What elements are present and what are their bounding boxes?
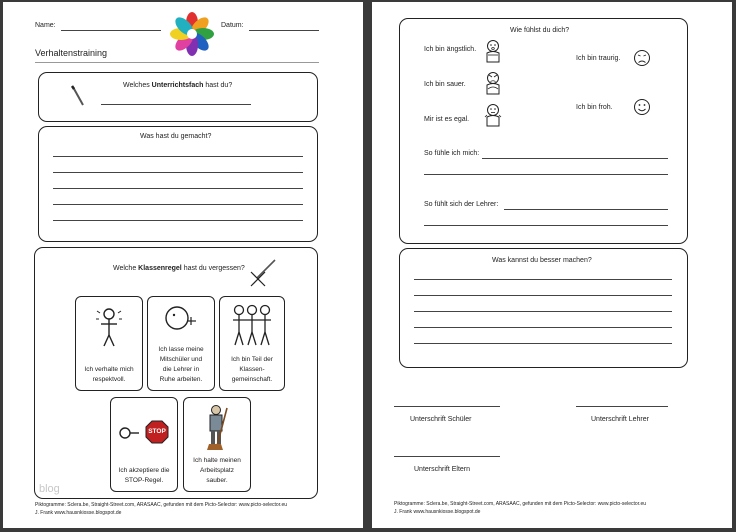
footer-author: J. Frank www.hausnkiosse.blogspot.de	[394, 509, 481, 515]
teacher-signature-label: Unterschrift Lehrer	[591, 416, 649, 423]
subject-box	[38, 72, 318, 122]
name-line	[61, 30, 161, 31]
self-feeling-line[interactable]	[424, 174, 668, 175]
self-feeling-label: So fühle ich mich:	[424, 150, 480, 157]
feeling-sad: Ich bin traurig.	[576, 55, 621, 62]
improve-line[interactable]	[414, 311, 672, 312]
pencil-icon	[71, 85, 85, 107]
rule-card-label: Ich bin Teil der Klassen- gemeinschaft.	[231, 356, 273, 383]
title-underline	[35, 62, 319, 63]
parents-signature-label: Unterschrift Eltern	[414, 466, 471, 473]
teacher-feeling-line[interactable]	[424, 225, 668, 226]
quiet-face-icon	[164, 305, 198, 333]
rule-card-label: Ich halte meinen Arbeitsplatz sauber.	[193, 457, 241, 484]
sweeping-person-icon	[201, 404, 233, 450]
rule-card-label: Ich verhalte mich respektvoll.	[84, 366, 134, 383]
improve-line[interactable]	[414, 295, 672, 296]
rule-card-stop[interactable]	[110, 397, 178, 492]
student-signature-line[interactable]	[394, 406, 500, 407]
subject-question: Welches Unterrichtsfach hast du?	[123, 82, 233, 89]
date-label: Datum:	[221, 22, 244, 29]
improve-question: Was kannst du besser machen?	[492, 257, 592, 264]
subject-answer-line[interactable]	[101, 104, 251, 105]
stop-sign-text: STOP	[148, 428, 166, 435]
feelings-box	[399, 18, 688, 244]
name-label: Name:	[35, 22, 56, 29]
happy-face-icon	[633, 98, 651, 116]
worksheet-page-2	[372, 2, 732, 528]
rule-card-quiet[interactable]	[147, 296, 215, 391]
worksheet-page-1	[3, 2, 363, 528]
activity-question: Was hast du gemacht?	[140, 133, 212, 140]
rule-card-label: Ich lasse meine Mitschüler und die Lehrer in Ruhe arbeiten.	[158, 346, 204, 383]
forgot-pencil-icon	[249, 258, 277, 288]
self-feeling-line[interactable]	[482, 158, 668, 159]
rule-card-label: Ich akzeptiere die STOP-Regel.	[118, 467, 170, 484]
group-of-people-icon	[230, 304, 274, 346]
teacher-feeling-line[interactable]	[504, 209, 668, 210]
date-line	[249, 30, 319, 31]
teacher-feeling-label: So fühlt sich der Lehrer:	[424, 201, 499, 208]
answer-line[interactable]	[53, 204, 303, 205]
improve-line[interactable]	[414, 343, 672, 344]
footer-author: J. Frank www.hausnkiosse.blogspot.de	[35, 510, 122, 516]
teacher-signature-line[interactable]	[576, 406, 668, 407]
answer-line[interactable]	[53, 172, 303, 173]
answer-line[interactable]	[53, 156, 303, 157]
footer-credits: Piktogramme: Sclera.be, Straight-Street.com, ARASAAC, gefunden mit dem Picto-Selector: www.picto-selector.eu	[394, 501, 647, 507]
rule-card-clean[interactable]	[183, 397, 251, 492]
angry-face-icon	[484, 71, 502, 95]
scared-face-icon	[484, 39, 502, 63]
answer-line[interactable]	[53, 220, 303, 221]
activity-box	[38, 126, 318, 242]
rule-question: Welche Klassenregel hast du vergessen?	[113, 265, 245, 272]
hands-logo	[165, 12, 219, 56]
page-title: Verhaltenstraining	[35, 48, 108, 58]
rule-card-respect[interactable]	[75, 296, 143, 391]
feeling-happy: Ich bin froh.	[576, 104, 613, 111]
rule-card-community[interactable]	[219, 296, 285, 391]
answer-line[interactable]	[53, 188, 303, 189]
improve-box	[399, 248, 688, 368]
sad-face-icon	[633, 49, 651, 67]
improve-line[interactable]	[414, 279, 672, 280]
feelings-question: Wie fühlst du dich?	[510, 27, 570, 34]
class-rule-box	[34, 247, 318, 499]
feeling-indifferent: Mir ist es egal.	[424, 116, 470, 123]
parents-signature-line[interactable]	[394, 456, 500, 457]
indifferent-face-icon	[484, 103, 502, 127]
student-signature-label: Unterschrift Schüler	[410, 416, 472, 423]
improve-line[interactable]	[414, 327, 672, 328]
feeling-angry: Ich bin sauer.	[424, 81, 466, 88]
stop-hand-icon	[119, 424, 139, 442]
footer-credits: Piktogramme: Sclera.be, Straight-Street.com, ARASAAC, gefunden mit dem Picto-Selector: www.picto-selector.eu	[35, 502, 288, 508]
watermark: blog	[39, 483, 60, 495]
respectful-person-icon	[96, 307, 122, 347]
feeling-scared: Ich bin ängstlich.	[424, 46, 477, 53]
